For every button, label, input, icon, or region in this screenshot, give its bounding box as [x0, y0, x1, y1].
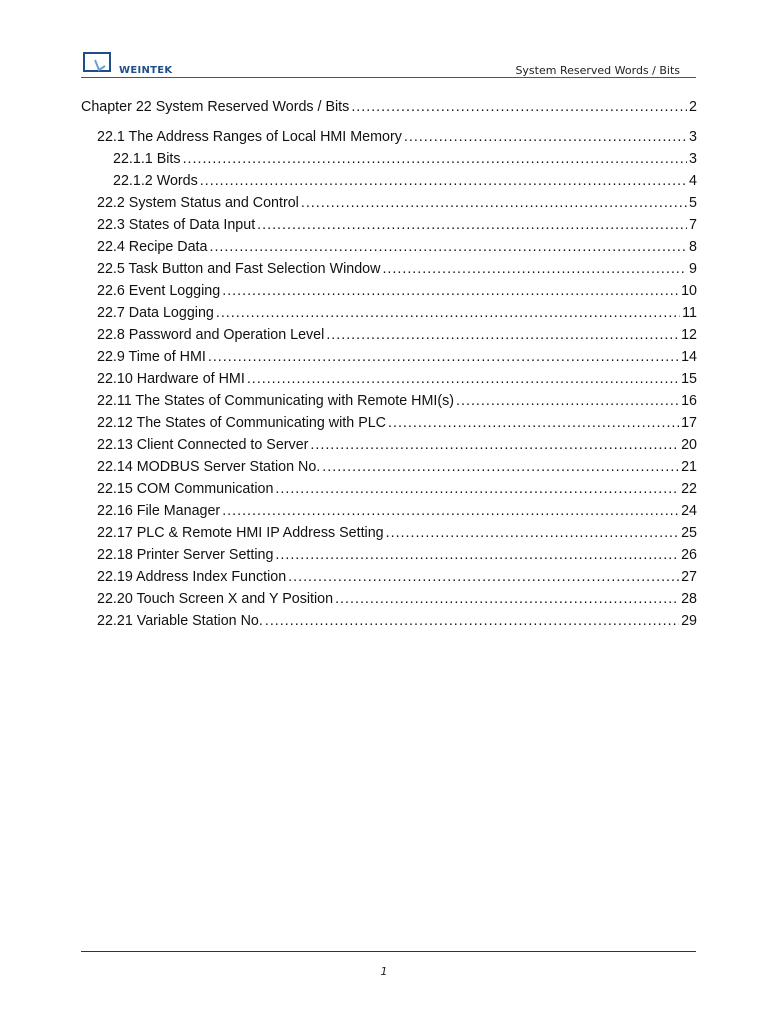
- toc-entry-title: 22.3 States of Data Input: [97, 217, 256, 233]
- toc-entry-title: 22.20 Touch Screen X and Y Position: [97, 591, 334, 607]
- toc-entry-page: 24: [681, 503, 697, 519]
- toc-entry-page: 26: [681, 547, 697, 563]
- weintek-logo: [83, 52, 183, 76]
- toc-dot-leader: [247, 368, 679, 390]
- page-header: [81, 48, 696, 78]
- toc-dot-leader: [404, 126, 687, 148]
- toc-dot-leader: [386, 522, 679, 544]
- toc-entry-page: 12: [681, 327, 697, 343]
- toc-entry-title: 22.8 Password and Operation Level: [97, 327, 325, 343]
- toc-dot-leader: [275, 544, 679, 566]
- toc-entry-title: 22.13 Client Connected to Server: [97, 437, 309, 453]
- toc-dot-leader: [216, 302, 680, 324]
- toc-entry[interactable]: [81, 170, 697, 192]
- toc-entry[interactable]: [81, 126, 697, 148]
- toc-entry-page: 7: [689, 217, 697, 233]
- toc-entry-page: 9: [689, 261, 697, 277]
- toc-entry-page: 11: [682, 305, 697, 321]
- toc-entry[interactable]: [81, 478, 697, 500]
- toc-entry[interactable]: [81, 236, 697, 258]
- toc-entry-title: 22.21 Variable Station No.: [97, 613, 263, 629]
- toc-entry-page: 2: [689, 99, 697, 115]
- toc-entry-page: 27: [681, 569, 697, 585]
- toc-entry[interactable]: [81, 148, 697, 170]
- toc-entry-page: 16: [681, 393, 697, 409]
- toc-entry[interactable]: [81, 610, 697, 632]
- toc-entry[interactable]: [81, 544, 697, 566]
- toc-entry-title: 22.17 PLC & Remote HMI IP Address Setting: [97, 525, 384, 541]
- toc-entry-title: 22.9 Time of HMI: [97, 349, 206, 365]
- toc-dot-leader: [200, 170, 687, 192]
- toc-entry[interactable]: [81, 390, 697, 412]
- toc-entry-title: Chapter 22 System Reserved Words / Bits: [81, 99, 350, 115]
- toc-dot-leader: [275, 478, 679, 500]
- toc-entry-title: 22.16 File Manager: [97, 503, 221, 519]
- toc-entry[interactable]: [81, 434, 697, 456]
- toc-entry-page: 22: [681, 481, 697, 497]
- toc-entry[interactable]: [81, 566, 697, 588]
- toc-dot-leader: [208, 346, 679, 368]
- footer-divider: [81, 951, 696, 952]
- toc-dot-leader: [222, 500, 679, 522]
- toc-dot-leader: [382, 258, 687, 280]
- toc-entry[interactable]: [81, 412, 697, 434]
- toc-entry-page: 3: [689, 129, 697, 145]
- toc-entry-page: 20: [681, 437, 697, 453]
- toc-dot-leader: [209, 236, 687, 258]
- toc-dot-leader: [388, 412, 679, 434]
- toc-entry-title: 22.12 The States of Communicating with PLC: [97, 415, 387, 431]
- toc-dot-leader: [335, 588, 679, 610]
- toc-entry-page: 14: [681, 349, 697, 365]
- logo-hand-icon: [93, 58, 107, 72]
- toc-entry[interactable]: [81, 368, 697, 390]
- toc-entry-title: 22.2 System Status and Control: [97, 195, 299, 211]
- toc-entry-title: 22.11 The States of Communicating with Remote HMI(s): [97, 393, 455, 409]
- toc-entry-title: 22.6 Event Logging: [97, 283, 221, 299]
- toc-dot-leader: [265, 610, 679, 632]
- toc-entry[interactable]: [81, 280, 697, 302]
- toc-entry[interactable]: [81, 258, 697, 280]
- toc-entry-page: 17: [681, 415, 697, 431]
- toc-entry[interactable]: [81, 522, 697, 544]
- toc-entry-title: 22.1.2 Words: [113, 173, 198, 189]
- toc-dot-leader: [326, 324, 679, 346]
- toc-dot-leader: [183, 148, 687, 170]
- toc-entry[interactable]: [81, 302, 697, 324]
- toc-entry-page: 28: [681, 591, 697, 607]
- toc-dot-leader: [288, 566, 679, 588]
- toc-dot-leader: [222, 280, 679, 302]
- toc-entry-page: 4: [689, 173, 697, 189]
- toc-entry[interactable]: [81, 456, 697, 478]
- header-divider: [81, 77, 696, 78]
- toc-entry[interactable]: [81, 214, 697, 236]
- toc-dot-leader: [456, 390, 679, 412]
- table-of-contents: [81, 96, 697, 632]
- toc-entry[interactable]: [81, 588, 697, 610]
- page-number: 1: [380, 965, 388, 978]
- toc-entry[interactable]: [81, 324, 697, 346]
- toc-entry-page: 15: [681, 371, 697, 387]
- toc-entry-page: 21: [681, 459, 697, 475]
- toc-entry-page: 10: [681, 283, 697, 299]
- toc-entry[interactable]: [81, 500, 697, 522]
- toc-entry-page: 8: [689, 239, 697, 255]
- toc-dot-leader: [351, 96, 687, 118]
- toc-dot-leader: [310, 434, 679, 456]
- toc-entry-title: 22.14 MODBUS Server Station No.: [97, 459, 321, 475]
- toc-entry-title: 22.7 Data Logging: [97, 305, 214, 321]
- header-title: System Reserved Words / Bits: [515, 64, 680, 77]
- toc-entry-page: 5: [689, 195, 697, 211]
- logo-text: WEINTEK: [119, 65, 173, 76]
- toc-entry-title: 22.4 Recipe Data: [97, 239, 208, 255]
- toc-entry[interactable]: [81, 192, 697, 214]
- toc-entry[interactable]: [81, 96, 697, 118]
- toc-entry-title: 22.15 COM Communication: [97, 481, 274, 497]
- toc-entry-title: 22.1 The Address Ranges of Local HMI Memory: [97, 129, 402, 145]
- toc-dot-leader: [301, 192, 687, 214]
- toc-entry-page: 3: [689, 151, 697, 167]
- toc-entry-title: 22.5 Task Button and Fast Selection Window: [97, 261, 381, 277]
- toc-entry-page: 25: [681, 525, 697, 541]
- toc-entry-title: 22.18 Printer Server Setting: [97, 547, 274, 563]
- toc-entry-title: 22.19 Address Index Function: [97, 569, 287, 585]
- toc-dot-leader: [322, 456, 679, 478]
- toc-entry[interactable]: [81, 346, 697, 368]
- toc-entry-title: 22.1.1 Bits: [113, 151, 181, 167]
- toc-entry-title: 22.10 Hardware of HMI: [97, 371, 245, 387]
- toc-dot-leader: [257, 214, 687, 236]
- toc-entry-page: 29: [681, 613, 697, 629]
